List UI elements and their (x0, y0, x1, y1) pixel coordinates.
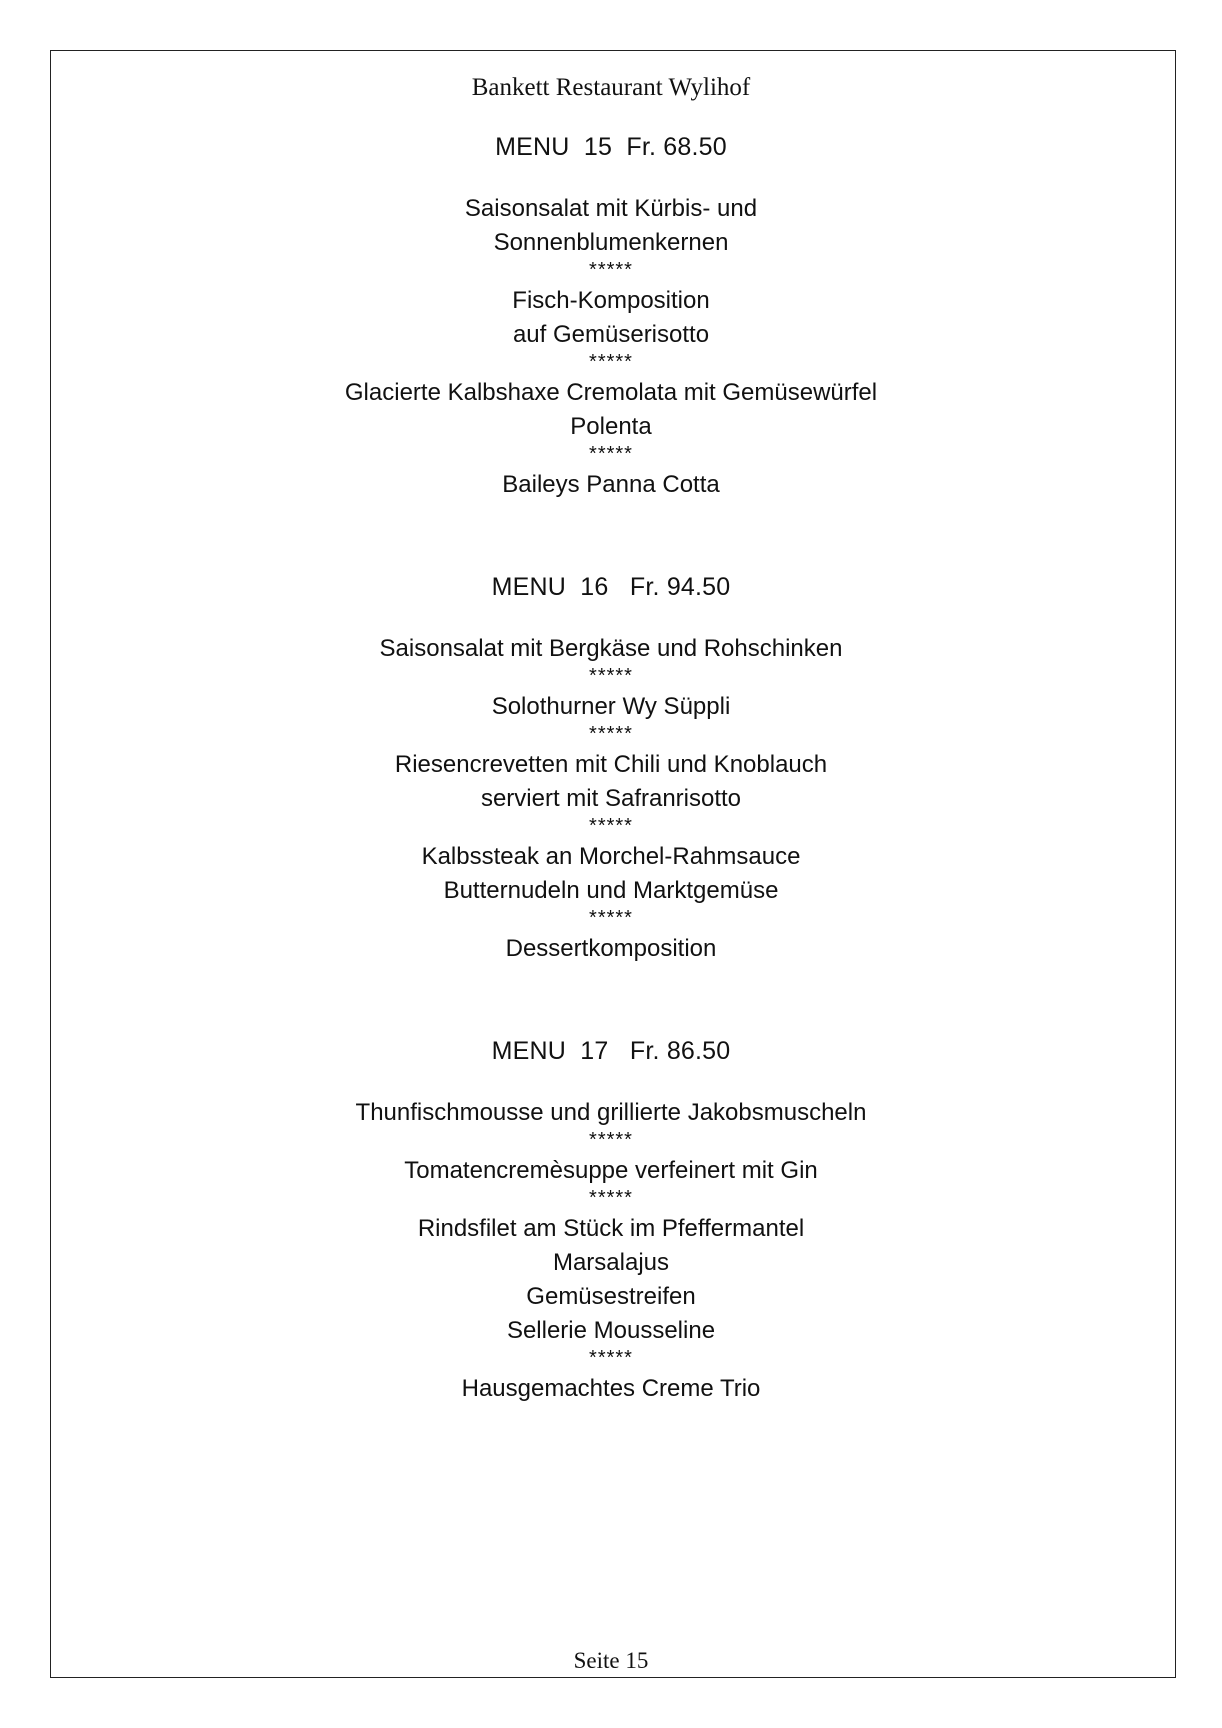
course-line: Fisch-Komposition (512, 287, 710, 314)
course-line: Solothurner Wy Süppli (491, 693, 731, 720)
course-separator: ***** (589, 815, 633, 837)
course-line: Polenta (570, 413, 652, 440)
course-separator: ***** (589, 1129, 633, 1151)
course-separator: ***** (589, 351, 633, 373)
course-line: Riesencrevetten mit Chili und Knoblauch (394, 751, 828, 778)
course-separator: ***** (589, 1187, 633, 1209)
course-line: Gemüsestreifen (526, 1283, 696, 1310)
menu-heading: MENU 16 Fr. 94.50 (491, 573, 731, 601)
page-number: Seite 15 (573, 1648, 649, 1673)
course-line: auf Gemüserisotto (512, 321, 710, 348)
course-line: Tomatencremèsuppe verfeinert mit Gin (404, 1157, 818, 1184)
course-separator: ***** (589, 443, 633, 465)
course-line: Marsalajus (552, 1249, 670, 1276)
course-line: Saisonsalat mit Kürbis- und (464, 195, 758, 222)
course-list (0, 632, 1222, 966)
course-separator: ***** (589, 665, 633, 687)
course-line: Saisonsalat mit Bergkäse und Rohschinken (379, 635, 843, 662)
course-line: Sonnenblumenkernen (493, 229, 729, 256)
course-line: Butternudeln und Marktgemüse (443, 877, 779, 904)
menu-heading: MENU 17 Fr. 86.50 (491, 1037, 731, 1065)
menu-15 (0, 130, 1222, 502)
course-separator: ***** (589, 723, 633, 745)
menu-16 (0, 570, 1222, 966)
course-line: Sellerie Mousseline (506, 1317, 716, 1344)
course-separator: ***** (589, 1347, 633, 1369)
course-line: Hausgemachtes Creme Trio (461, 1375, 761, 1402)
course-line: Glacierte Kalbshaxe Cremolata mit Gemüsewürfel (344, 379, 878, 406)
menu-content (0, 130, 1222, 1406)
menu-heading: MENU 15 Fr. 68.50 (495, 133, 727, 161)
course-line: Baileys Panna Cotta (502, 471, 720, 498)
course-list (0, 1096, 1222, 1406)
course-line: Kalbssteak an Morchel-Rahmsauce (421, 843, 801, 870)
course-list (0, 192, 1222, 502)
course-separator: ***** (589, 907, 633, 929)
course-line: Dessertkomposition (505, 935, 717, 962)
course-line: serviert mit Safranrisotto (480, 785, 742, 812)
course-line: Thunfischmousse und grillierte Jakobsmuscheln (355, 1099, 867, 1126)
course-line: Rindsfilet am Stück im Pfeffermantel (417, 1215, 805, 1242)
course-separator: ***** (589, 259, 633, 281)
menu-17 (0, 1034, 1222, 1406)
restaurant-title: Bankett Restaurant Wylihof (471, 74, 751, 101)
